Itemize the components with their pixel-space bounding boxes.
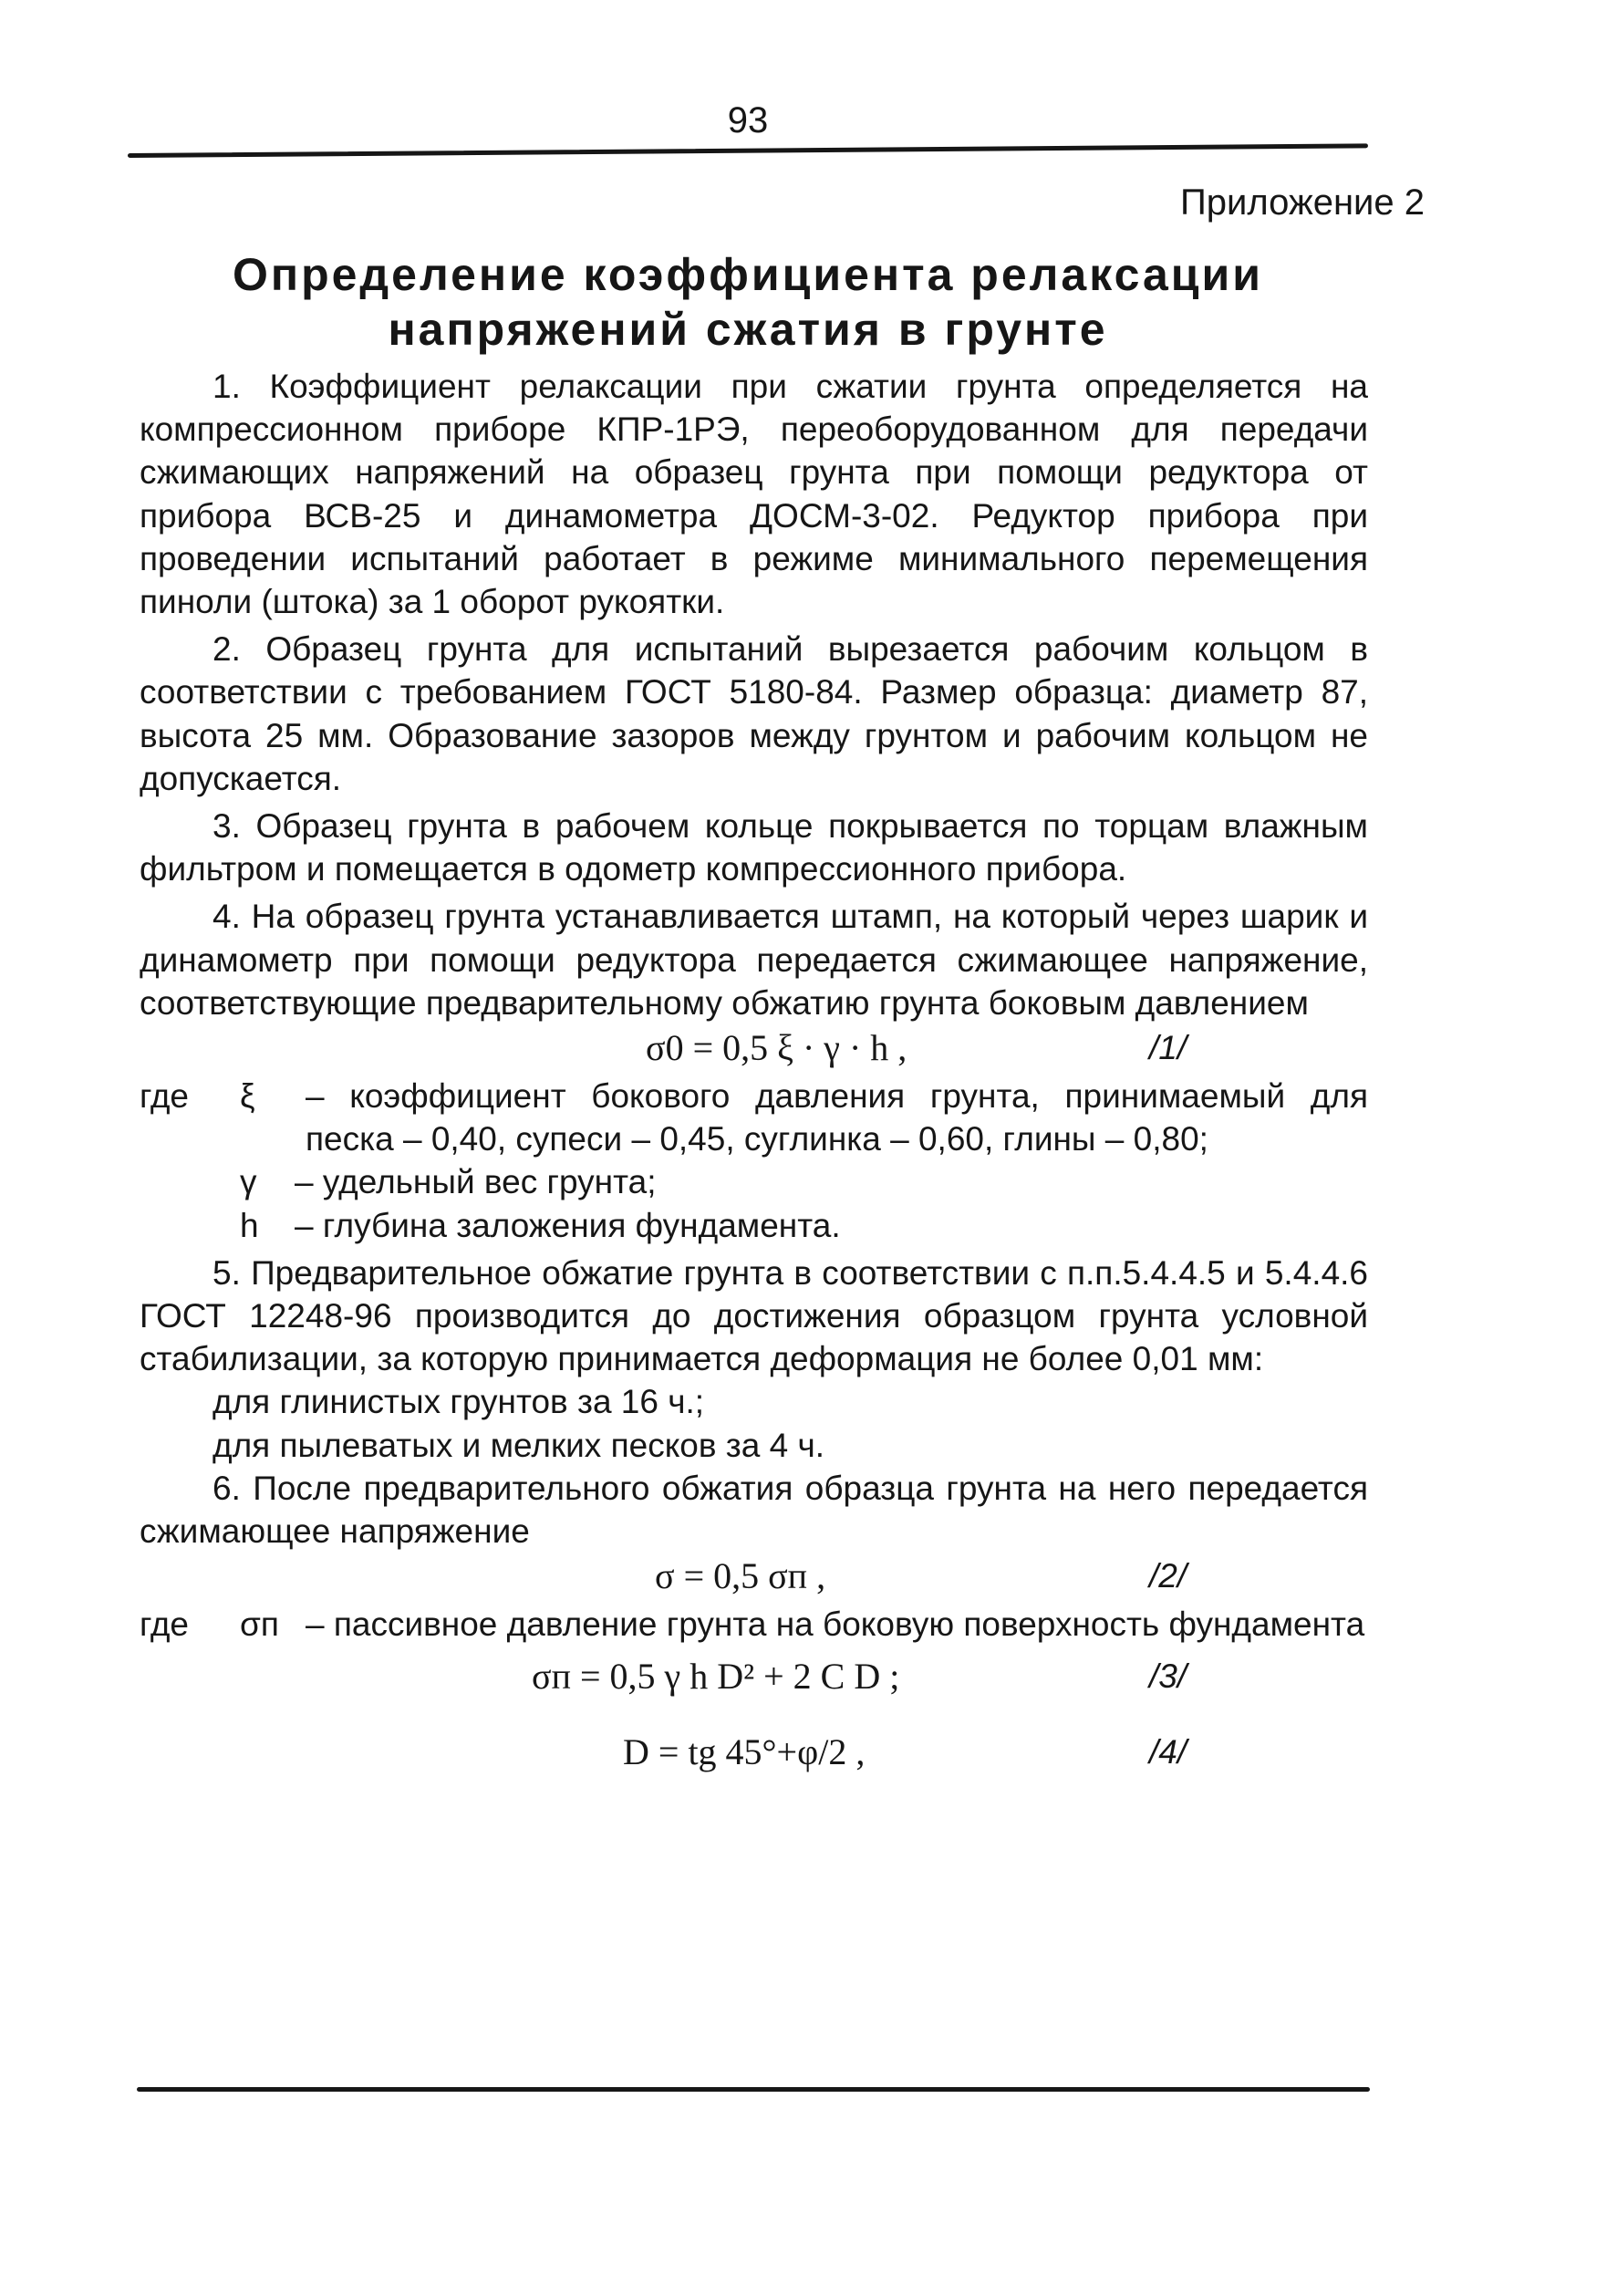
sigma-p-symbol: σп: [240, 1605, 279, 1644]
where-gamma: [240, 1160, 1368, 1203]
xi-definition: – коэффициент бокового давления грунта, принимаемый для песка – 0,40, супеси – 0,45, суглинка – 0,60, глины – 0,80;: [306, 1077, 1368, 1158]
paragraph-1: 1. Коэффициент релаксации при сжатии грунта определяется на компрессионном приборе КПР-1РЭ, переоборудованном для передачи сжимающих напряжений на образец грунта при помощи редуктора от прибора ВСВ-25 и динамометра ДОСМ-3-02. Редуктор прибора при проведении испытаний работает в режиме минимального перемещения пиноли (штока) за 1 оборот рукоятки.: [140, 368, 1368, 621]
formula-4: [140, 1729, 1368, 1779]
paragraph-5-line-1: для глинистых грунтов за 16 ч.;: [213, 1383, 705, 1421]
where-list: [140, 1160, 1368, 1246]
formula-3: [140, 1653, 1368, 1703]
formula-1-expression: σ0 = 0,5 ξ · γ · h ,: [646, 1027, 907, 1069]
formula-4-expression: D = tg 45°+φ/2 ,: [623, 1731, 866, 1773]
formula-2-number: /2/: [1149, 1557, 1187, 1595]
gamma-definition: – удельный вес грунта;: [295, 1163, 657, 1201]
h-definition: – глубина заложения фундамента.: [295, 1206, 841, 1244]
sigma-p-definition: – пассивное давление грунта на боковую поверхность фундамента: [306, 1605, 1365, 1644]
paragraph-5-line-2: для пылеватых и мелких песков за 4 ч.: [213, 1426, 825, 1464]
where-xi: [140, 1075, 1368, 1160]
formula-3-number: /3/: [1149, 1657, 1187, 1696]
appendix-label: Приложение 2: [1180, 182, 1425, 223]
xi-symbol: ξ: [240, 1077, 255, 1116]
paragraph-2: 2. Образец грунта для испытаний вырезается рабочим кольцом в соответствии с требованием ГОСТ 5180-84. Размер образца: диаметр 87, высота 25 мм. Образование зазоров между грунтом и рабочим кольцом не допускается.: [140, 630, 1368, 797]
where-h: [240, 1204, 1368, 1247]
gamma-symbol: γ: [240, 1163, 257, 1201]
where-label-2: где: [140, 1605, 190, 1644]
h-symbol: h: [240, 1206, 259, 1244]
formula-1: [140, 1024, 1368, 1075]
formula-1-number: /1/: [1149, 1029, 1187, 1067]
formula-3-expression: σп = 0,5 γ h D² + 2 C D ;: [532, 1656, 900, 1698]
formula-4-number: /4/: [1149, 1733, 1187, 1771]
page-number: 93: [727, 100, 769, 140]
title-line-2: напряжений сжатия в грунте: [388, 304, 1108, 355]
title-line-1: Определение коэффициента релаксации: [232, 249, 1264, 300]
footer-rule: [137, 2087, 1370, 2092]
header-rule: [128, 143, 1368, 158]
where-label: где: [140, 1077, 190, 1116]
paragraph-4: 4. На образец грунта устанавливается штамп, на который через шарик и динамометр при помощи редуктора передается сжимающее напряжение, соответствующие предварительному обжатию грунта боковым давлением: [140, 898, 1368, 1022]
formula-2-expression: σ = 0,5 σп ,: [655, 1555, 826, 1597]
document-body: [140, 365, 1368, 1779]
where-sigma-p: [140, 1603, 1368, 1646]
paragraph-5: 5. Предварительное обжатие грунта в соответствии с п.п.5.4.4.5 и 5.4.4.6 ГОСТ 12248-96 производится до достижения образцом грунта условной стабилизации, за которую принимается деформация не более 0,01 мм:: [140, 1253, 1368, 1378]
paragraph-3: 3. Образец грунта в рабочем кольце покрывается по торцам влажным фильтром и помещается в одометр компрессионного прибора.: [140, 807, 1368, 888]
paragraph-6: 6. После предварительного обжатия образца грунта на него передается сжимающее напряжение: [140, 1469, 1368, 1551]
formula-2: [140, 1553, 1368, 1603]
